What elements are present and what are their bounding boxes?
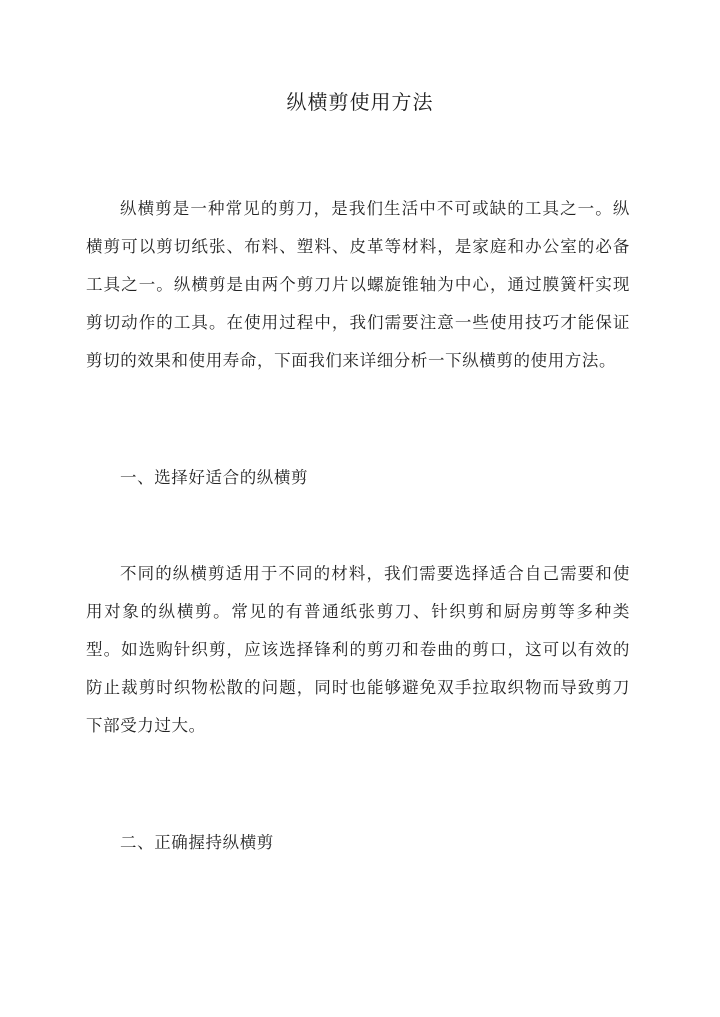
document-title: 纵横剪使用方法 bbox=[286, 90, 434, 114]
section-heading-choose: 一、选择好适合的纵横剪 bbox=[120, 468, 309, 487]
body-paragraph-choose: 不同的纵横剪适用于不同的材料，我们需要选择适合自己需要和使用对象的纵横剪。常见的有普通纸张剪刀、针织剪和厨房剪等多种类型。如选购针织剪，应该选择锋利的剪刃和卷曲的剪口，这可以有效的防止裁剪时织物松散的问题，同时也能够避免双手拉取织物而导致剪刀下部受力过大。 bbox=[86, 564, 630, 735]
section-heading-grip: 二、正确握持纵横剪 bbox=[120, 833, 274, 852]
body-paragraph-intro: 纵横剪是一种常见的剪刀，是我们生活中不可或缺的工具之一。纵横剪可以剪切纸张、布料、塑料、皮革等材料，是家庭和办公室的必备工具之一。纵横剪是由两个剪刀片以螺旋锥轴为中心，通过膜簧杆实现剪切动作的工具。在使用过程中，我们需要注意一些使用技巧才能保证剪切的效果和使用寿命，下面我们来详细分析一下纵横剪的使用方法。 bbox=[86, 199, 630, 370]
